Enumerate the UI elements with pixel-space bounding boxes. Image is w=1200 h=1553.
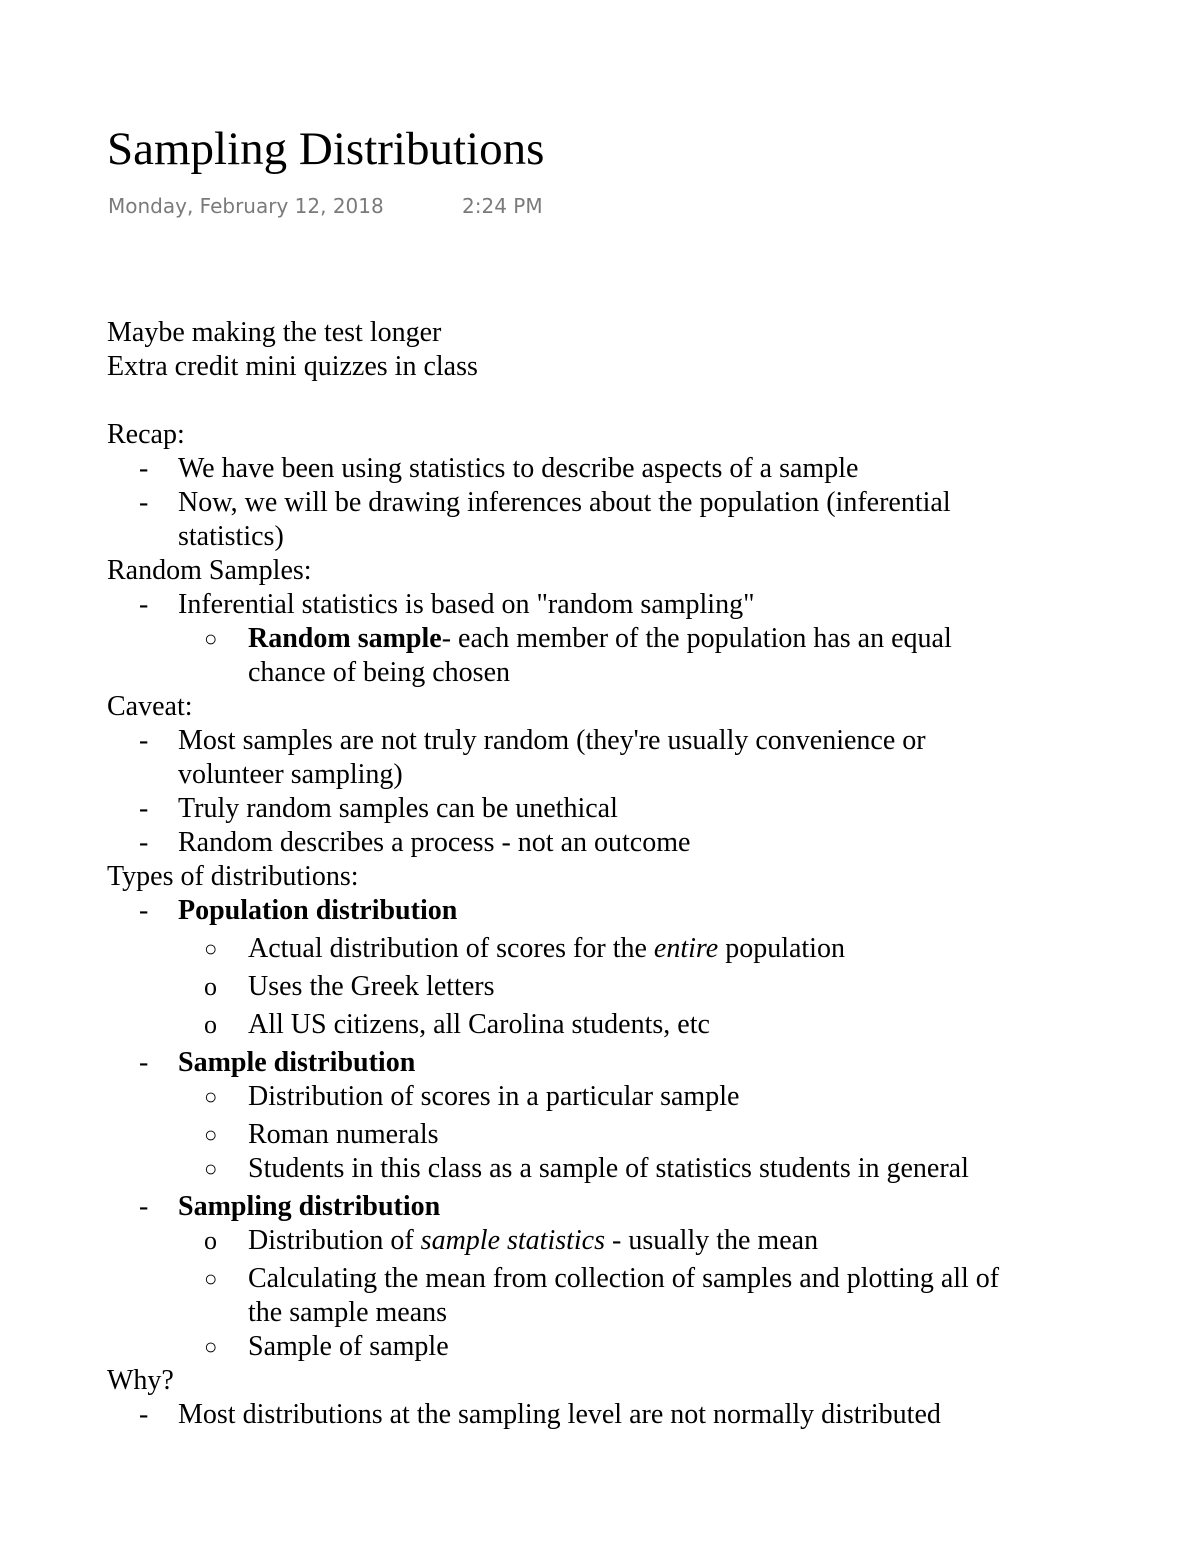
circle-bullet: ○: [204, 1334, 218, 1359]
note-date: Monday, February 12, 2018: [108, 194, 384, 218]
note-timestamp: [108, 194, 543, 218]
page-title: Sampling Distributions: [107, 123, 545, 175]
list-item-continuation: volunteer sampling): [178, 759, 403, 790]
section-heading-recap: Recap:: [107, 419, 185, 450]
circle-bullet: ○: [204, 936, 218, 961]
sub-list-item: ○ Students in this class as a sample of statistics students in general: [204, 1153, 969, 1184]
dash-bullet: -: [139, 453, 149, 484]
blank-line: [107, 384, 1117, 418]
dash-bullet: -: [139, 793, 149, 824]
sub-list-item-continuation: the sample means: [248, 1297, 448, 1328]
dash-bullet: -: [139, 827, 149, 858]
circle-bullet: ○: [204, 1266, 218, 1291]
list-item: - We have been using statistics to describe aspects of a sample: [139, 453, 859, 484]
dash-bullet: -: [139, 589, 149, 620]
dash-bullet: -: [139, 895, 149, 926]
circle-bullet: ○: [204, 1122, 218, 1147]
term-random-sample: Random sample: [248, 623, 442, 654]
list-item: - Random describes a process - not an outcome: [139, 827, 691, 858]
section-heading-why: Why?: [107, 1365, 174, 1396]
o-bullet: o: [204, 1010, 217, 1039]
note-time: 2:24 PM: [462, 194, 543, 218]
sub-list-item: o Uses the Greek letters: [204, 971, 495, 1002]
dash-bullet: -: [139, 1399, 149, 1430]
section-heading-caveat: Caveat:: [107, 691, 193, 722]
sub-list-item: o All US citizens, all Carolina students, etc: [204, 1009, 710, 1040]
list-item: - Now, we will be drawing inferences about the population (inferential: [139, 487, 951, 518]
dash-bullet: -: [139, 487, 149, 518]
list-item: - Inferential statistics is based on "random sampling": [139, 589, 755, 620]
list-item: [107, 894, 1117, 928]
sub-list-item-continuation: chance of being chosen: [248, 657, 510, 688]
intro-line: Maybe making the test longer: [107, 317, 442, 348]
sub-list-item: o Distribution of sample statistics - usually the mean: [204, 1225, 819, 1256]
dash-bullet: -: [139, 725, 149, 756]
sub-list-item: ○ Distribution of scores in a particular sample: [204, 1081, 740, 1112]
section-heading-types: Types of distributions:: [107, 861, 359, 892]
o-bullet: o: [204, 972, 217, 1001]
list-item: - Most distributions at the sampling level are not normally distributed: [139, 1399, 941, 1430]
list-item: [107, 1190, 1117, 1224]
list-item: - Truly random samples can be unethical: [139, 793, 618, 824]
section-heading-random-samples: Random Samples:: [107, 555, 312, 586]
circle-bullet: ○: [204, 1084, 218, 1109]
list-item: [107, 1046, 1117, 1080]
sub-list-item: ○ Calculating the mean from collection of samples and plotting all of: [204, 1263, 1000, 1294]
term-population-distribution: Population distribution: [178, 895, 458, 926]
sub-list-item: ○ Sample of sample: [204, 1331, 449, 1362]
term-sample-distribution: Sample distribution: [178, 1047, 416, 1078]
sub-list-item: ○ Random sample- each member of the population has an equal: [204, 623, 952, 654]
circle-bullet: ○: [204, 626, 218, 651]
circle-bullet: ○: [204, 1156, 218, 1181]
sub-list-item: ○ Roman numerals: [204, 1119, 439, 1150]
list-item: - Most samples are not truly random (they're usually convenience or: [139, 725, 926, 756]
term-sampling-distribution: Sampling distribution: [178, 1191, 441, 1222]
list-item-continuation: statistics): [178, 521, 284, 552]
dash-bullet: -: [139, 1191, 149, 1222]
sub-list-item: ○ Actual distribution of scores for the entire population: [204, 933, 845, 964]
dash-bullet: -: [139, 1047, 149, 1078]
intro-line: Extra credit mini quizzes in class: [107, 351, 478, 382]
note-body: [107, 316, 1117, 1434]
o-bullet: o: [204, 1226, 217, 1255]
